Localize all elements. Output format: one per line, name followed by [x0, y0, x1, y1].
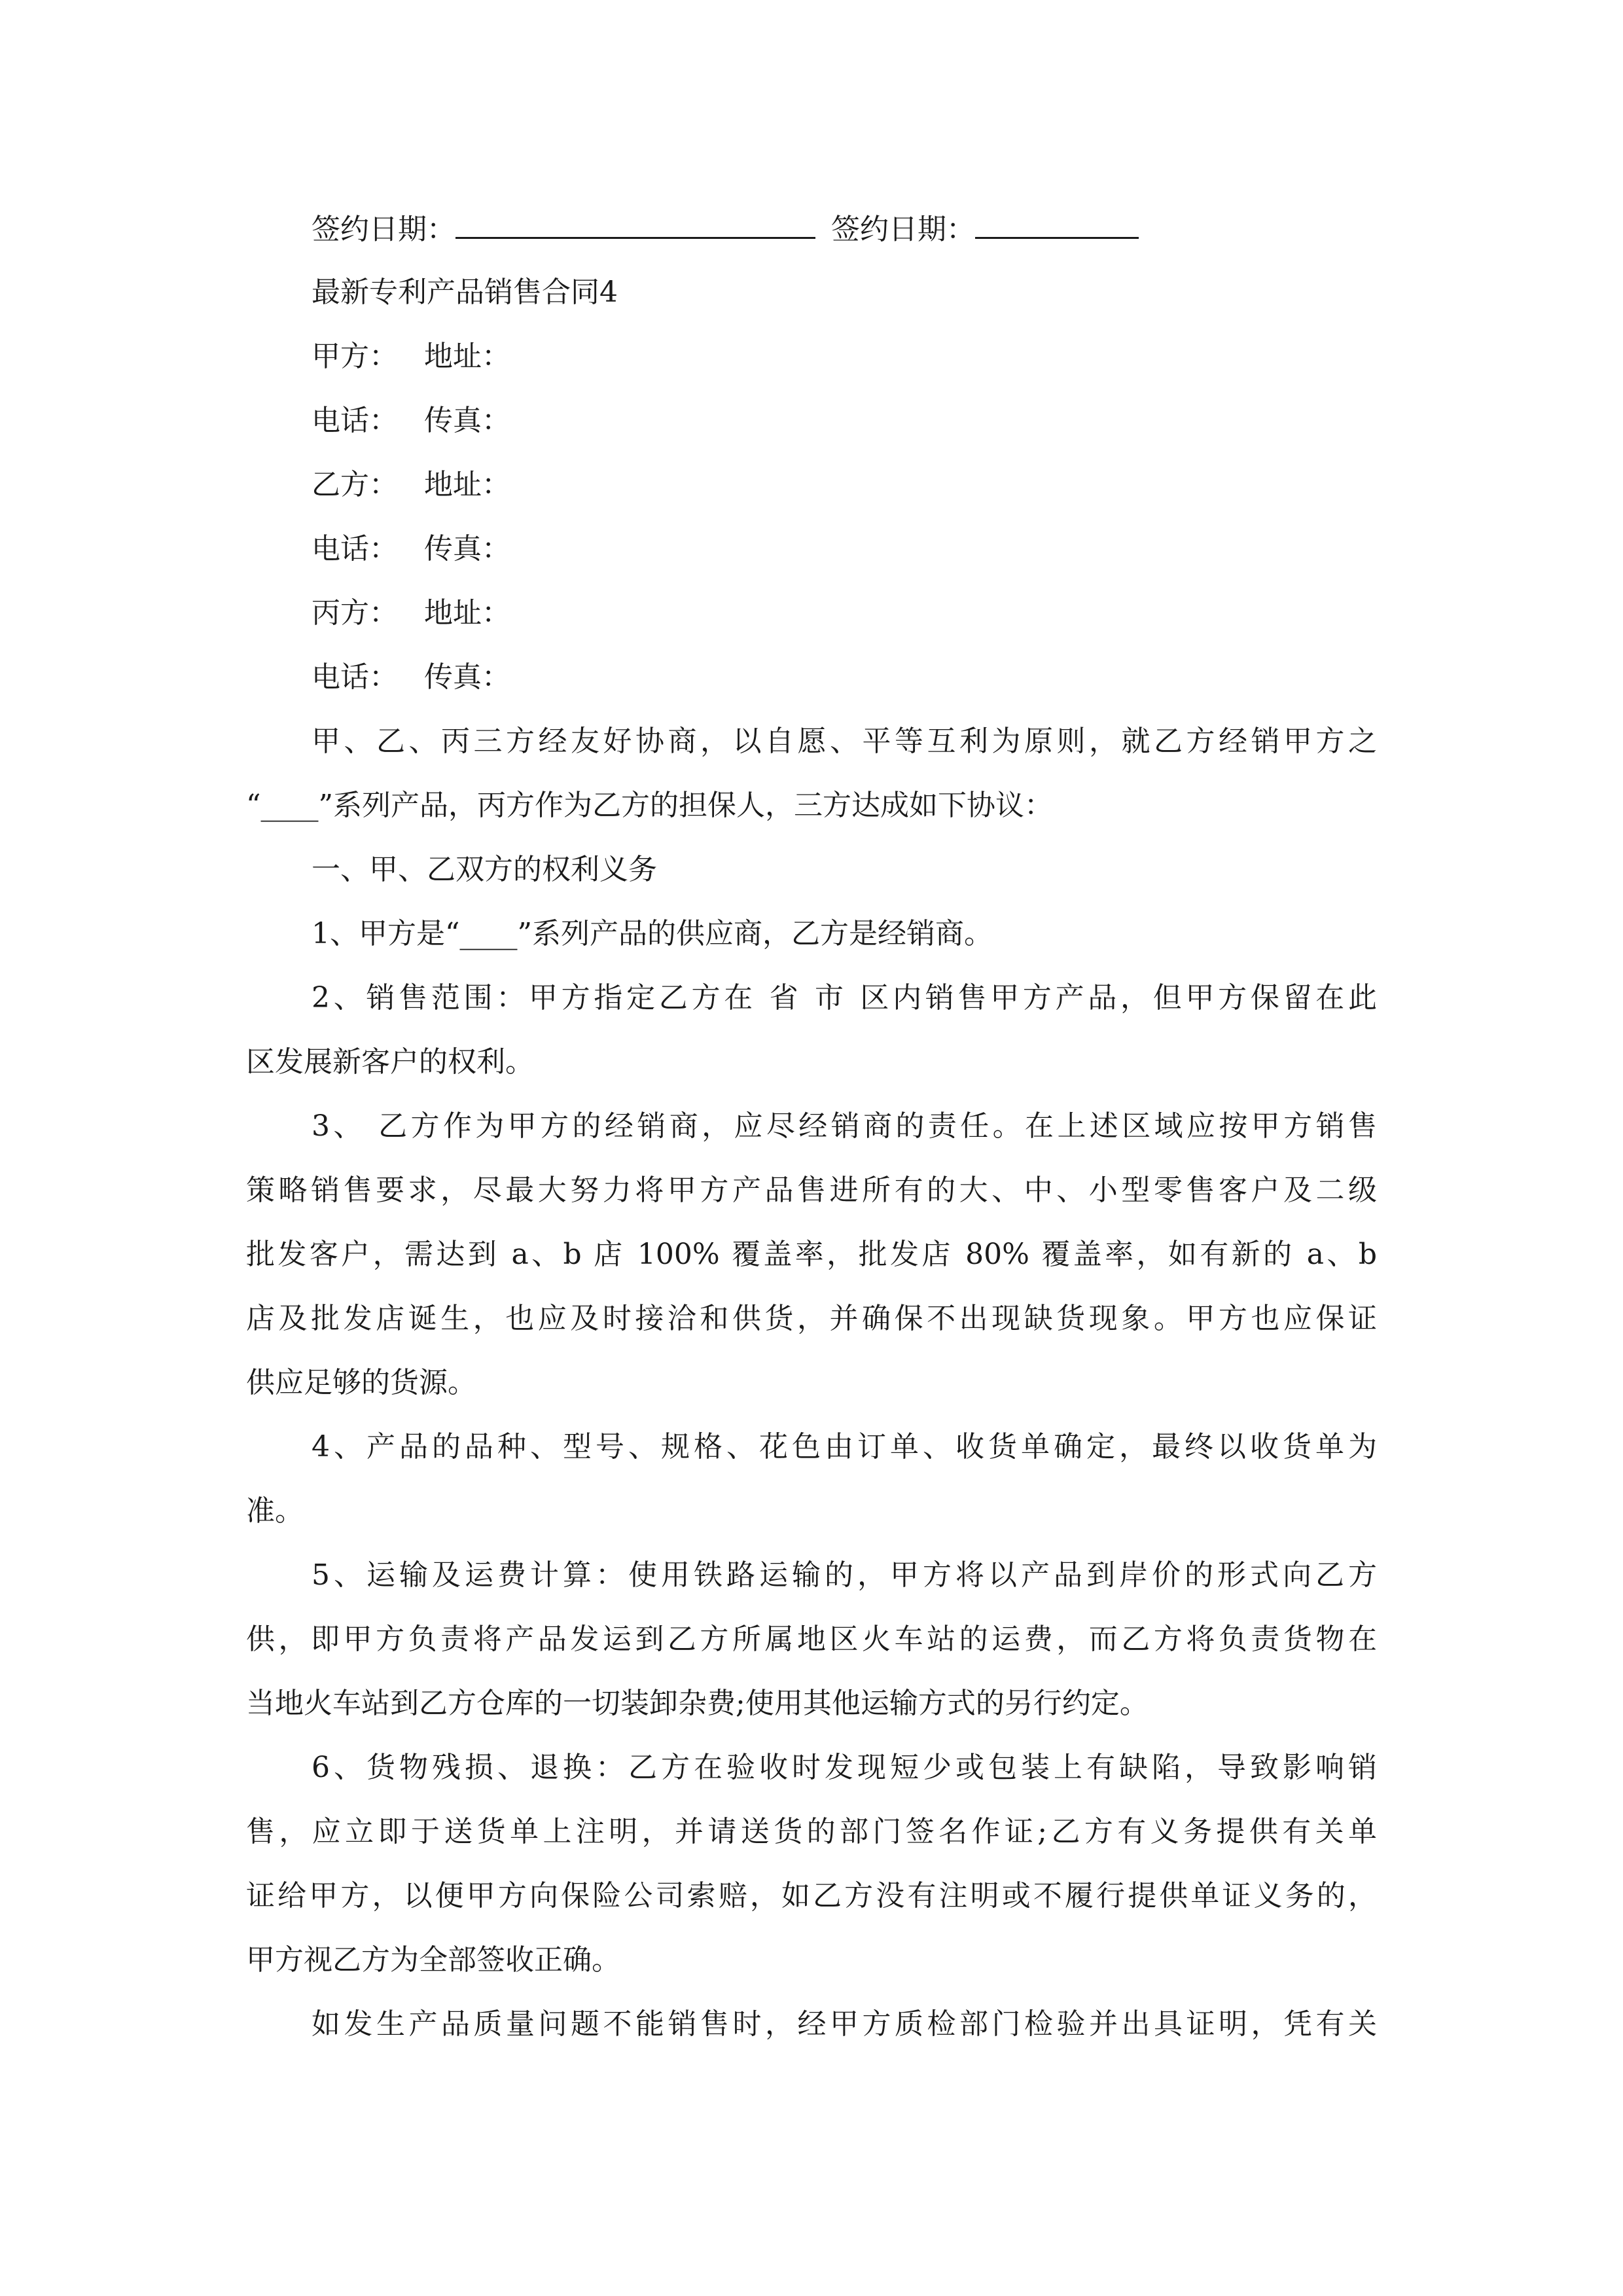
party-label: 电话：: [312, 660, 398, 694]
clause-6-line: 证给甲方，以便甲方向保险公司索赔，如乙方没有注明或不履行提供单证义务的，: [246, 1879, 1377, 1912]
clause-5-line: 供，即甲方负责将产品发运到乙方所属地区火车站的运费，而乙方将负责货物在: [246, 1623, 1377, 1656]
clause-3-line: 供应足够的货源。: [246, 1366, 476, 1399]
document-title: 最新专利产品销售合同4: [312, 276, 618, 309]
party-field: 传真：: [424, 404, 510, 437]
party-label: 电话：: [312, 532, 398, 565]
party-label: 乙方：: [312, 468, 398, 501]
party-field: 地址：: [424, 340, 510, 373]
party-field: 传真：: [424, 532, 510, 565]
party-row: [312, 581, 1377, 645]
signature-blank-a: [455, 211, 815, 239]
clause-3-line: 3、 乙方作为甲方的经销商，应尽经销商的责任。在上述区域应按甲方销售: [312, 1109, 1377, 1143]
signature-label-b: 签约日期：: [831, 213, 975, 246]
clause-4-line: 4、产品的品种、型号、规格、花色由订单、收货单确定，最终以收货单为: [312, 1430, 1377, 1463]
clause-5-line: 当地火车站到乙方仓库的一切装卸杂费;使用其他运输方式的另行约定。: [246, 1687, 1149, 1720]
clause-6-line: 甲方视乙方为全部签收正确。: [246, 1943, 620, 1977]
party-row: [312, 325, 1377, 389]
signature-blank-b: [975, 211, 1139, 239]
party-label: 甲方：: [312, 340, 398, 373]
intro-line: 甲、乙、丙三方经友好协商，以自愿、平等互利为原则，就乙方经销甲方之: [312, 725, 1377, 758]
clause-2-line: 区发展新客户的权利。: [246, 1045, 534, 1079]
clause-3-line: 店及批发店诞生，也应及时接洽和供货，并确保不出现缺货现象。甲方也应保证: [246, 1302, 1377, 1335]
intro-line: “____”系列产品，丙方作为乙方的担保人，三方达成如下协议：: [246, 789, 1053, 822]
signature-row: [312, 198, 1377, 262]
clause-1: 1、甲方是“____”系列产品的供应商，乙方是经销商。: [312, 917, 993, 950]
clause-6-line: 售，应立即于送货单上注明，并请送货的部门签名作证;乙方有义务提供有关单: [246, 1815, 1377, 1848]
clause-7-line: 如发生产品质量问题不能销售时，经甲方质检部门检验并出具证明，凭有关: [312, 2007, 1377, 2041]
signature-label-a: 签约日期：: [312, 213, 455, 246]
party-label: 电话：: [312, 404, 398, 437]
party-field: 地址：: [424, 468, 510, 501]
party-row: [312, 453, 1377, 517]
section-heading: 一、甲、乙双方的权利义务: [312, 853, 657, 886]
party-field: 传真：: [424, 660, 510, 694]
party-row: [312, 517, 1377, 581]
party-label: 丙方：: [312, 596, 398, 630]
party-row: [312, 645, 1377, 709]
party-field: 地址：: [424, 596, 510, 630]
clause-2-line: 2、销售范围：甲方指定乙方在 省 市 区内销售甲方产品，但甲方保留在此: [312, 981, 1377, 1014]
clause-3-line: 策略销售要求，尽最大努力将甲方产品售进所有的大、中、小型零售客户及二级: [246, 1174, 1377, 1207]
clause-6-line: 6、货物残损、退换：乙方在验收时发现短少或包装上有缺陷，导致影响销: [312, 1751, 1377, 1784]
clause-5-line: 5、运输及运费计算：使用铁路运输的，甲方将以产品到岸价的形式向乙方: [312, 1558, 1377, 1592]
clause-4-line: 准。: [246, 1494, 304, 1528]
clause-3-line: 批发客户，需达到 a、b 店 100% 覆盖率，批发店 80% 覆盖率，如有新的 a、b: [246, 1238, 1377, 1271]
party-row: [312, 389, 1377, 453]
